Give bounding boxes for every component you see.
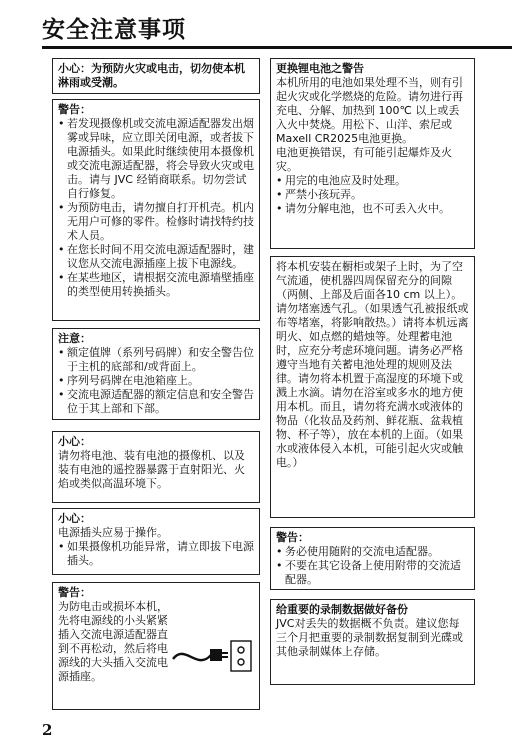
caution-heat-heading: 小心： [58,435,91,448]
caution-rain-box [52,58,260,94]
page-number: 2 [42,721,53,739]
title-rule [42,46,512,49]
caution-heat-box [52,431,260,503]
battery-warning-box [270,58,475,249]
list-item: • 序列号码牌在电池箱座上。 [58,374,255,388]
caution-rain-text: 小心：为预防火灾或电击，切勿使本机淋雨或受潮。 [58,62,245,89]
notice-heading: 注意： [58,332,91,345]
adapter-warning-box [270,527,475,590]
list-item: • 用完的电池应及时处理。 [276,174,470,188]
installation-text: 将本机安装在橱柜或架子上时，为了空气流通，使机器四周保留充分的间隙（两侧、上部及后面各10 cm 以上）。请勿堵塞透气孔。（如果透气孔被报纸或布等堵塞，将影响散热。）请将本机远离明火、如点燃的蜡烛等。处理蓄电池时，应充分考虑环境问题。请务必严格遵守当地有关蓄电池处理的规则及法律。请勿将本机置于高湿度的环境下或溅上水滴。请勿在浴室或多水的地方使用本机。而且，请勿将充满水或液体的物品（化妆品及药剂、鲜花瓶、盆栽植物、杯子等），放在本机的上面。（如果水或液体侵入本机，可能引起火灾或触电。） [276,260,469,469]
battery-warning-list [276,174,470,216]
list-item: • 严禁小孩玩弄。 [276,188,470,202]
list-item: • 若发现摄像机或交流电源适配器发出烟雾或异味，应立即关闭电源，或者拔下电源插头。如果此时继续使用本摄像机或交流电源适配器，将会导致火灾或电击。请与 JVC 经销商联系。切勿尝试自行修复。 [58,117,255,201]
caution-plug-box [52,508,260,575]
battery-warning-heading: 更换锂电池之警告 [276,62,364,75]
warning-cord-heading: 警告： [58,586,91,599]
adapter-warning-list [276,545,470,587]
list-item: • 务必使用随附的交流电适配器。 [276,545,470,559]
warning-cord-text: 为防电击或损坏本机，先将电源线的小头紧紧插入交流电源适配器直到不再松动，然后将电源线的大头插入交流电源插座。 [58,600,168,683]
adapter-warning-heading: 警告： [276,531,309,544]
warning-list [58,117,255,299]
list-item: • 在您长时间不用交流电源适配器时，建议您从交流电源插座上拔下电源线。 [58,243,255,271]
power-plug-icon [171,633,253,681]
warning-heading: 警告： [58,103,91,116]
list-item: • 交流电源适配器的额定信息和安全警告位于其上部和下部。 [58,388,255,416]
list-item: • 为预防电击，请勿擅自打开机壳。机内无用户可修的零件。检修时请找特约技术人员。 [58,201,255,243]
list-item: • 在某些地区，请根据交流电源墙壁插座的类型使用转换插头。 [58,271,255,299]
backup-heading: 给重要的录制数据做好备份 [276,603,408,616]
caution-plug-heading: 小心： [58,512,91,525]
warning-box [52,99,260,321]
backup-box [270,599,475,685]
list-item: • 不要在其它设备上使用附带的交流适配器。 [276,559,470,587]
installation-box [270,256,475,518]
battery-warning-text-2: 电池更换错误，有可能引起爆炸及火灾。 [276,146,452,173]
list-item: • 请勿分解电池，也不可丢入火中。 [276,202,470,216]
list-item: • 如果摄像机功能异常，请立即拔下电源插头。 [58,540,255,568]
backup-text: JVC对丢失的数据概不负责。建议您每三个月把重要的录制数据复制到光碟或其他录制媒体上存储。 [276,617,463,658]
list-item: • 额定值牌（系列号码牌）和安全警告位于主机的底部和/或背面上。 [58,346,255,374]
caution-plug-list [58,540,255,568]
notice-list [58,346,255,416]
battery-warning-text: 本机所用的电池如果处理不当，则有引起火灾或化学燃烧的危险。请勿进行再充电、分解、加热到 100℃ 以上或丢入火中焚烧。用松下、山洋、索尼或Maxell CR2025电池更换。 [276,76,463,145]
page-title: 安全注意事项 [42,17,186,43]
notice-box [52,328,260,420]
warning-cord-box [52,582,260,710]
caution-plug-text: 电源插头应易于操作。 [58,526,168,539]
caution-heat-text: 请勿将电池、装有电池的摄像机、以及装有电池的遥控器暴露于直射阳光、火焰或类似高温环境下。 [58,449,245,490]
